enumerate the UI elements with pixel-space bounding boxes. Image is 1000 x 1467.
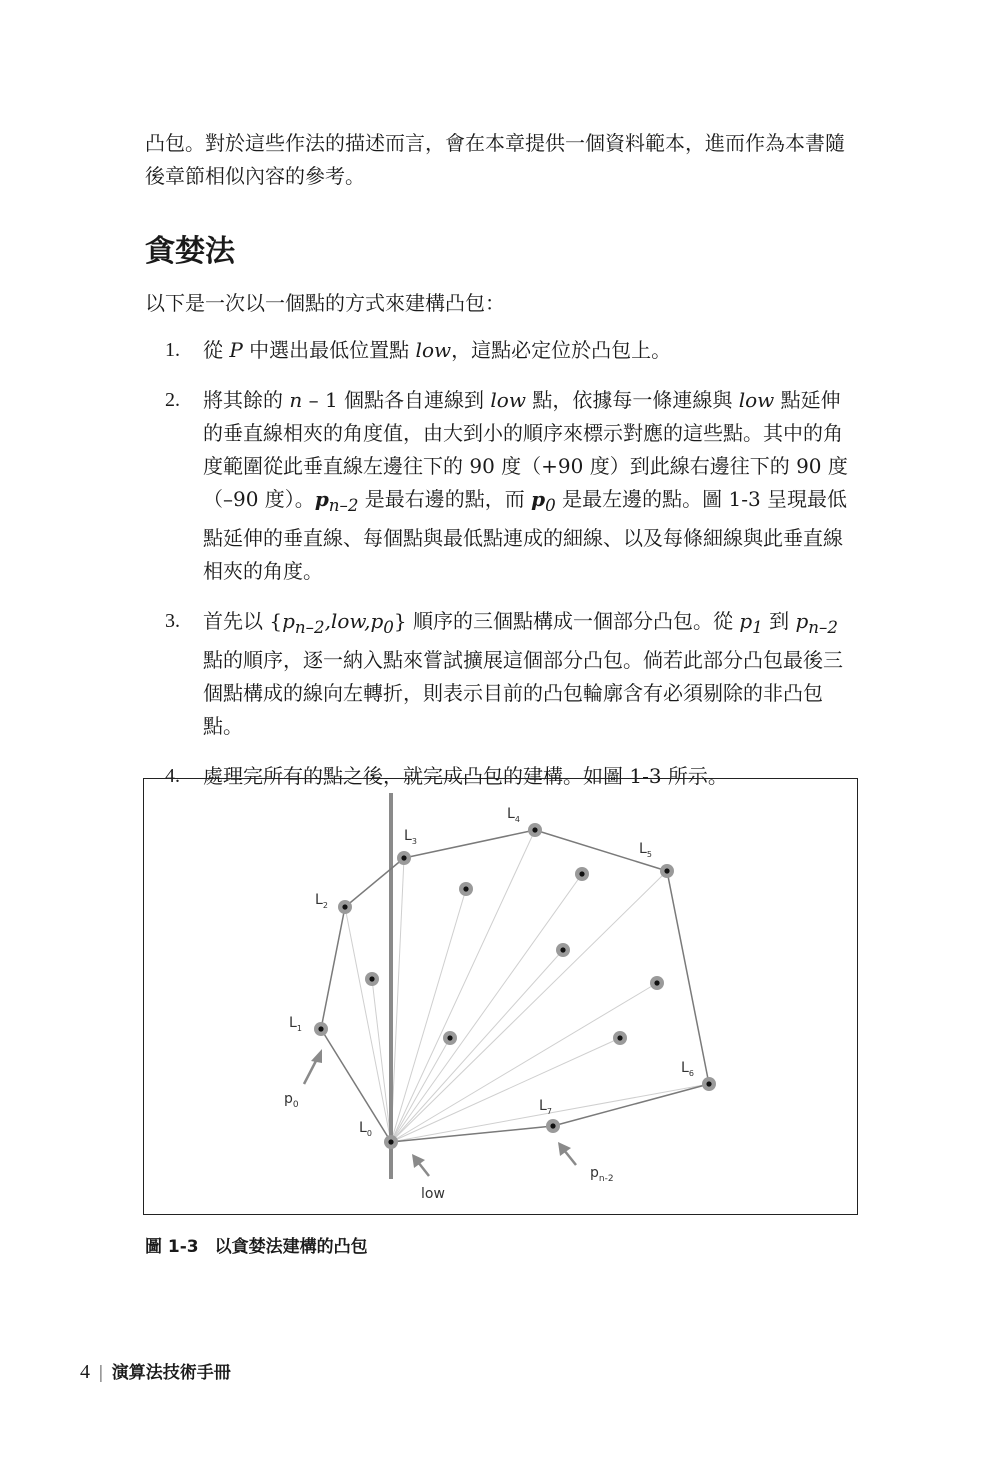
steps-list [145,334,860,810]
arrow-pn2-icon [564,1150,576,1165]
item-number: 3. [165,610,180,632]
arrow-low-icon [418,1162,429,1176]
label-L3: $L_3$ [404,828,417,846]
item-number: 1. [165,339,180,361]
point-dot-L4 [532,827,537,832]
label-L5: $L_5$ [639,841,652,859]
labels-group [289,806,694,1138]
section-heading: 貪婪法 [145,234,235,269]
ray-i4 [391,950,563,1142]
hull-edge-L5-L6 [667,871,709,1084]
list-item: 3. 首先以 $\{p_{n-2},low,p_0\}$ 順序的三個點構成一個部分凸包。從 $p_1$ 到 $p_{n-2}$ 點的順序，逐一納入點來嘗試擴展這個部分凸包。倘若此部分凸包最後三個點構成的線向左轉折，則表示目前的凸包輪廓含有必須剔除的非凸包點。 [145,605,860,743]
point-dot-L2 [342,904,347,909]
hull-edge-L1-L2 [321,907,345,1029]
ray-i7 [391,1038,620,1142]
label-L1: $L_1$ [289,1015,302,1033]
label-L7: $L_7$ [539,1098,552,1116]
ray-L5 [391,871,667,1142]
point-dot-L5 [664,868,669,873]
pn2-label: $p_{n-2}$ [590,1165,614,1184]
point-dot-i5 [654,980,659,985]
label-L2: $L_2$ [315,892,328,910]
figure-caption [145,1232,368,1257]
point-dot-i1 [369,976,374,981]
arrow-pn2-head-icon [558,1142,571,1156]
point-dot-i4 [560,947,565,952]
low-label: low [421,1186,445,1202]
caption-label: 圖 1-3 [145,1237,199,1257]
intro-paragraph: 凸包。對於這些作法的描述而言，會在本章提供一個資料範本，進而作為本書隨後章節相似內容的參考。 [145,131,845,188]
ray-L2 [345,907,391,1142]
ray-L4 [391,830,535,1142]
hull-edge-L7-low [391,1126,553,1142]
p0-label: $p_0$ [284,1091,299,1110]
ray-i3 [391,874,582,1142]
hull-edge-L3-L4 [404,830,535,858]
item-number: 4. [165,765,180,787]
page-footer [80,1358,231,1384]
book-title: 演算法技術手冊 [111,1363,231,1383]
list-item: 2. 將其餘的 n – 1 個點各自連線到 low 點，依據每一條連線與 low 點延伸的垂直線相夾的角度值，由大到小的順序來標示對應的這些點。其中的角度範圍從此垂直線左邊往下的 90 度（+90 度）到此線右邊往下的 90 度（–90 度）。$p_{n-2}$ 是最右邊的點，而 $p_0$ 是最左邊的點。圖 1-3 呈現最低點延伸的垂直線、每個點與最低點連成的細線、以及每條細線與此垂直線相夾的角度。 [145,384,860,588]
page-number: 4 [80,1361,90,1383]
points-group [314,823,716,1149]
point-dot-low [388,1139,393,1144]
arrow-low-head-icon [412,1154,425,1168]
footer-separator: | [98,1363,104,1383]
point-dot-i3 [579,871,584,876]
label-low: $L_0$ [359,1120,372,1138]
label-L4: $L_4$ [507,806,520,824]
lead-paragraph: 以下是一次以一個點的方式來建構凸包： [145,291,505,315]
convex-hull-diagram [144,779,859,1216]
point-dot-L7 [550,1123,555,1128]
ray-i6 [391,1038,450,1142]
point-dot-L1 [318,1026,323,1031]
caption-text: 以貪婪法建構的凸包 [214,1237,368,1257]
point-dot-i2 [463,886,468,891]
hull-edge-low-L1 [321,1029,391,1142]
hull-edge-L6-L7 [553,1084,709,1126]
label-L6: $L_6$ [681,1060,694,1078]
item-number: 2. [165,389,180,411]
arrow-p0-head-icon [311,1049,322,1063]
list-item: 4. 處理完所有的點之後，就完成凸包的建構。如圖 1-3 所示。 [145,760,860,793]
point-dot-L3 [401,855,406,860]
point-dot-i6 [447,1035,452,1040]
point-dot-i7 [617,1035,622,1040]
convex-hull-figure [143,778,858,1215]
list-item: 1. 從 P 中選出最低位置點 low，這點必定位於凸包上。 [145,334,860,367]
hull-edge-L2-L3 [345,858,404,907]
point-dot-L6 [706,1081,711,1086]
